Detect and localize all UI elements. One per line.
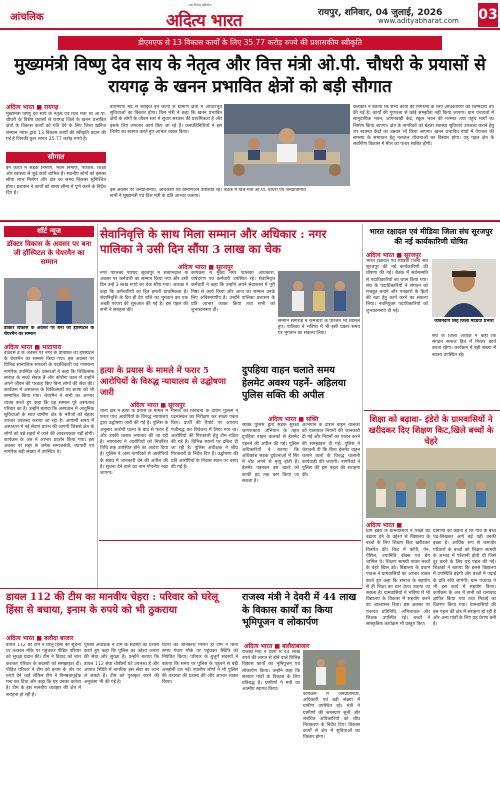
lead-photo-caption: बैठक में वित्त मंत्री ओ.पी. चौधरी एवं जनप्रतिनिधि bbox=[224, 188, 306, 193]
accident-headline: दुपहिया वाहन चलाते समय हेलमेट अवश्य पहनें- अहिलया पुलिस सक्ति की अपील bbox=[242, 365, 346, 401]
dial112-text-col1: डायल 112 की टीम ने घरेलू हिंसा की सूचना पर तत्काल मौके पर पहुंचकर पीड़ित परिवार को सुरक्षा प्रदान की। टीम ने विवाद को शांत कराकर परिवार के सदस्यों को समझाइश दी। पीड़ित परिवार ने टीम को इनाम के तौर पर रुपये देने चाहे लेकिन टीम ने विनम्रतापूर्वक मना कर दिया और कहा कि यह उनका कर्तव्य है। टीम के इस मानवीय व्यवहार की क्षेत्र में सराहना हो रही है। bbox=[6, 643, 81, 698]
felicitation-photo bbox=[278, 271, 360, 317]
surajpur-photo bbox=[432, 259, 496, 317]
short-news-text: डॉक्टर्स डे के अवसर पर नगर के प्रतिष्ठित जी हॉस्पिटल के चेयरमैन का सम्मान किया गया। इस अवसर पर विभिन्न सामाजिक संगठनों के पदाधिकारी एवं गणमान्य नागरिक उपस्थित रहे। वक्ताओं ने कहा कि चिकित्सक समाज के सच्चे सेवक हैं और कोरोना काल में उन्होंने अपने जीवन की परवाह किए बिना लोगों की सेवा की। कार्यक्रम में अस्पताल के चिकित्सकों एवं स्टाफ को भी सम्मानित किया गया। चेयरमैन ने सभी का आभार व्यक्त करते हुए कहा कि यह सम्मान पूरे अस्पताल परिवार का है। उन्होंने बताया कि अस्पताल में आधुनिक सुविधाओं के साथ ग्रामीण क्षेत्र के मरीजों को बेहतर उपचार उपलब्ध कराया जा रहा है। आगामी समय में अस्पताल में नई सेवाएं प्रारंभ की जाएंगी जिससे क्षेत्र के लोगों को बड़े शहरों में जाने की आवश्यकता नहीं होगी। कार्यक्रम के अंत में आभार प्रदर्शन किया गया। इस अवसर पर शहर के अनेक समाजसेवी, व्यापारी एवं नागरिक बड़ी संख्या में उपस्थित थे। bbox=[4, 351, 94, 456]
page-number: 03 bbox=[478, 3, 498, 27]
education-text-col2: ग्रामीणों का कहना है कि गांव के बच्चे पढ़-लिखकर आगे बढ़ें यही उनकी इच्छा है। आर्थिक रूप से कमजोर परिवारों के बच्चों को शिक्षण सामग्री के अभाव में परेशानी होती थी जिसे दूर करने के लिए यह पहल की गई। शिक्षकों ने बताया कि इससे विद्यालय में उपस्थिति बढ़ेगी और बच्चों में पढ़ाई के प्रति रुचि जागेगी। ग्राम पंचायत ने भी इस कार्य में सहयोग किया। कार्यक्रम के अंत में सभी को धन्यवाद ज्ञापित किया गया तथा मिठाई का वितरण किया गया। ग्रामवासियों की इस पहल की क्षेत्र में सराहना हो रही है और अन्य गांवों के लिए यह प्रेरणा बनी है। bbox=[433, 529, 496, 628]
lead-text-col1b: इन कार्यों में सड़क निर्माण, भवन निर्माण, पेयजल, शिक्षा और स्वास्थ्य से जुड़े कार्य शामिल हैं। स्थानीय लोगों को इसका सीधा लाभ मिलेगा और क्षेत्र का समग्र विकास सुनिश्चित होगा। प्रशासन ने कार्यों को समय सीमा में पूर्ण करने के निर्देश दिए हैं। bbox=[6, 166, 106, 196]
lead-byline: अदित्य भारत ■ रायगढ़ bbox=[6, 104, 59, 111]
minister-photo bbox=[303, 650, 360, 690]
accident-byline: अदित्य भारत ■ सक्ति bbox=[268, 416, 319, 423]
column-divider-right bbox=[362, 224, 363, 588]
website-link[interactable]: www.adityabharat.com bbox=[378, 17, 459, 25]
section-divider bbox=[0, 220, 500, 222]
lead-kicker: डीएमएफ से 13 विकास कार्यों के लिए 35.77 करोड़ रुपये की प्रशासकीय स्वीकृति bbox=[58, 36, 442, 50]
column-divider bbox=[97, 224, 98, 588]
minister-text-col2: कार्यक्रम में जनप्रतिनिधि, अधिकारी एवं बड़ी संख्या में ग्रामीण उपस्थित रहे। मंत्री ने ग्रामीणों की समस्याएं सुनीं और संबंधित अधिकारियों को शीघ्र निराकरण के निर्देश दिए। विकास कार्यों से क्षेत्र में सुविधाओं का विस्तार होगा। bbox=[303, 692, 360, 741]
right-divider bbox=[364, 410, 500, 411]
murder-headline: हत्या के प्रयास के मामले में फरार 5 आरोपियों के विरुद्ध न्यायालय से उद्घोषणा जारी bbox=[100, 365, 226, 397]
section-label: आंचलिक bbox=[10, 12, 44, 23]
felicitation-text-col2: कार्यक्रम में मुख्य नगर पालिका अधिकारी, पार्षदगण एवं कर्मचारी उपस्थित रहे। सेवानिवृत्त कर्मचारी ने कहा कि उन्होंने अपने सेवाकाल में पूरी निष्ठा से कार्य किया और आज का सम्मान उनके लिए अविस्मरणीय है। उन्होंने पालिका प्रशासन के प्रति आभार व्यक्त किया तथा सभी को शुभकामनाएं दीं। bbox=[191, 271, 275, 314]
lead-text-col2b: इस अवसर पर जनप्रतिनिधि, अधिकारी एवं ग्रामीणजन उपस्थित रहे। सभी ने मुख्यमंत्री एवं वित्त मंत्री के प्रति आभार जताया। bbox=[110, 188, 222, 200]
short-news-headline: डॉक्टर विकास के अवसर पर बना जी हॉस्पिटल के चेयरमैन का सम्मान bbox=[6, 239, 92, 266]
short-news-title: शॉर्ट न्यूज bbox=[4, 226, 94, 237]
minister-byline: अदित्य भारत ■ बलौदाबाजार bbox=[244, 643, 310, 650]
murder-text-col2: मामले की विवेचना के दौरान पुलिस ने घटनास्थल का निरीक्षण कर साक्ष्य एकत्र किए। प्रार्थी की रिपोर्ट पर अपराध पंजीबद्ध कर विवेचना में लिया गया था। आरोपियों की गिरफ्तारी हेतु टीम गठित की गई है। विभिन्न स्थानों पर दबिश दी जा रही है। पुलिस अधीक्षक ने शीघ्र गिरफ्तारी के निर्देश दिए हैं। उद्घोषणा की प्रति आरोपियों के निवास स्थान पर चस्पा की गई है। bbox=[171, 409, 238, 470]
dateline: रायपुर, शनिवार, 04 जुलाई, 2026 bbox=[318, 8, 443, 18]
surajpur-text-col2: संघ के जिला अध्यक्ष ने कहा कि संगठन समाज हित में निरंतर कार्य करता रहेगा। कार्यक्रम में बड़ी संख्या में सदस्य उपस्थित रहे। bbox=[432, 334, 496, 358]
short-news-photo-caption: डॉक्टर विकास के अवसर पर बना जी हॉस्पिटल के चेयरमैन का सम्मान bbox=[4, 326, 94, 338]
felicitation-text-col3: सम्मान समारोह में कर्मचारी के परिजन भी शामिल हुए। पालिका ने भविष्य में भी इसी प्रकार समय पर भुगतान का संकल्प लिया। bbox=[278, 319, 360, 337]
masthead bbox=[0, 0, 500, 30]
lower-divider bbox=[0, 588, 362, 589]
minister-text-col1: राजस्व मंत्री ने देवरी में 44 लाख रुपये की लागत से होने वाले विभिन्न विकास कार्यों का भूमिपूजन एवं लोकार्पण किया। उन्होंने कहा कि सरकार गांवों के विकास के लिए प्रतिबद्ध है। ग्रामीणों ने मंत्री का आत्मीय स्वागत किया। bbox=[242, 650, 300, 693]
newspaper-logo bbox=[166, 3, 266, 31]
surajpur-byline: अदित्य भारत ■ सूरजपुर bbox=[366, 252, 421, 259]
mid-divider bbox=[99, 540, 361, 541]
lead-text-col2: डीएमएफ मद से स्वीकृत इन कार्यों से ग्रामीण क्षेत्रों में आधारभूत सुविधाओं का विस्तार होगा। वित्त मंत्री ने कहा कि खनन प्रभावित क्षेत्रों के लोगों के जीवन स्तर में सुधार सरकार की प्राथमिकता है और इसके लिए लगातार कार्य किए जा रहे हैं। जनप्रतिनिधियों ने इस निर्णय का स्वागत करते हुए आभार व्यक्त किया। bbox=[110, 105, 222, 135]
lead-box-label: सौगात bbox=[6, 152, 106, 163]
lead-text-col1: मुख्यमंत्री विष्णु देव साय के नेतृत्व एवं वित्त मंत्री श्री ओ.पी. चौधरी के विशेष प्रयासों से रायगढ़ जिले के खनन प्रभावित क्षेत्रों के विकास कार्यों को गति देने के लिए जिला खनिज संस्थान न्यास द्वारा 13 विकास कार्यों की स्वीकृति प्रदान की गई है जिनकी कुल लागत 35.77 करोड़ रुपये है। bbox=[6, 112, 106, 142]
felicitation-headline: सेवानिवृत्ति के साथ मिला सम्मान और अधिकार : नगर पालिका ने उसी दिन सौंपा 3 लाख का चेक bbox=[100, 227, 327, 256]
murder-byline: अदित्य भारत ■ सूरजपुर bbox=[130, 402, 185, 409]
murder-text-col1: थाना क्षेत्र में हत्या के प्रयास के मामले में फरार पांच आरोपियों के विरुद्ध न्यायालय द्वारा उद्घोषणा जारी की गई है। पुलिस के अनुसार आरोपी घटना के बाद से फरार हैं और उनकी तलाश लगातार की जा रही है। न्यायालय ने आरोपियों को निर्धारित तिथि तक उपस्थित होने का आदेश दिया है। पुलिस ने आम नागरिकों से आरोपियों के संबंध में जानकारी देने की अपील की है। सूचना देने वाले का नाम गोपनीय रखा जाएगा। bbox=[100, 409, 168, 477]
surajpur-text-col1: भारत रक्षादल एवं मीडिया जिला संघ सूरजपुर की नई कार्यकारिणी की घोषणा की गई। बैठक में सर्वसम्मति से पदाधिकारियों का चयन किया गया। संघ के पदाधिकारियों ने संगठन को मजबूत बनाने और पत्रकारों के हितों की रक्षा हेतु कार्य करने का संकल्प लिया। नवनियुक्त पदाधिकारियों को शुभकामनाएं दी गईं। bbox=[366, 259, 428, 314]
felicitation-byline: अदित्य भारत ■ सूरजपुर bbox=[178, 264, 233, 271]
felicitation-text-col1: नगर पालिका परिषद सूरजपुर में सेवानिवृत्ति के अवसर पर कर्मचारी का सम्मान किया गया और उसी दिन उन्हें 3 लाख रुपये का चेक सौंपा गया। अध्यक्ष ने कहा कि कर्मचारियों का हित हमारी प्राथमिकता है। सेवानिवृत्ति के दिन ही देय राशि का भुगतान कर एक अच्छी परंपरा की शुरुआत की गई है। इस पहल की सभी ने सराहना की। bbox=[100, 271, 188, 314]
short-news-photo bbox=[4, 278, 94, 324]
accident-text-col2: अभियान के दौरान वाहन चालकों को यातायात नियमों की जानकारी दी गई और नियमों का पालन करने की समझाइश दी गई। पुलिस ने चेतावनी दी कि बिना हेलमेट वाहन चलाने वालों के विरुद्ध चालानी कार्यवाही की जाएगी। नागरिकों ने पुलिस की इस पहल की सराहना की। bbox=[302, 423, 360, 478]
dial112-byline: अदित्य भारत ■ बलौदा बाजार bbox=[6, 635, 74, 642]
lead-headline: मुख्यमंत्री विष्णु देव साय के नेतृत्व और वित्त मंत्री ओ.पी. चौधरी के प्रयासों से रायगढ़ के खनन प्रभावित क्षेत्रों को बड़ी सौगात bbox=[14, 55, 486, 97]
logo-name: अदित्य भारत bbox=[166, 11, 243, 31]
minister-headline: राजस्व मंत्री ने देवरी में 44 लाख के विकास कार्यों का किया भूमिपूजन व लोकार्पण bbox=[242, 592, 357, 628]
lead-text-col3: कलेक्टर ने बताया कि सभी कार्यों की निगरानी के लिए अधिकारियों की जिम्मेदारी तय की गई है। कार्यों की गुणवत्ता से कोई समझौता नहीं किया जाएगा। ग्राम पंचायतों में सामुदायिक भवन, आंगनबाड़ी केंद्र, स्कूल भवन की मरम्मत तथा पहुंच मार्गों का निर्माण किया जाएगा। क्षेत्र के नागरिकों को बेहतर स्वास्थ्य सुविधाएं उपलब्ध कराने हेतु उप स्वास्थ्य केंद्रों का उन्नयन भी किया जाएगा। खनन प्रभावित गांवों में पेयजल की समस्या के समाधान हेतु नलजल योजनाओं का विस्तार होगा। यह पहल क्षेत्र के सर्वांगीण विकास में मील का पत्थर साबित होगी। bbox=[353, 105, 494, 148]
dial112-text-col3: घटना की जानकारी मिलते ही टीम ने बिना समय गंवाए मौके पर पहुंचकर स्थिति को नियंत्रित किया। परिवार के बुजुर्ग सदस्यों ने बताया कि समय पर पुलिस के पहुंचने से बड़ी अनहोनी टल गई। स्थानीय लोगों ने भी पुलिस की तत्परता की प्रशंसा की और आभार व्यक्त किया। bbox=[162, 643, 238, 686]
surajpur-headline: भारत रक्षादल एवं मीडिया जिला संघ सूरजपुर की नई कार्यकारिणी घोषित bbox=[369, 227, 493, 246]
dial112-headline: डायल 112 की टीम का मानवीय चेहरा : परिवार को घरेलू हिंसा से बचाया, इनाम के रुपये को भी ठुकराया bbox=[6, 592, 219, 616]
education-byline: अदित्य भारत ■ bbox=[366, 522, 403, 529]
logo-tagline: ...एक निष्पक्ष दृष्टिकोण bbox=[186, 3, 212, 7]
lead-photo bbox=[224, 104, 350, 186]
dial112-text-col2: पुलिस अधीक्षक ने टीम के सदस्यों की प्रशंसा करते हुए कहा कि पुलिस का उद्देश्य जनता की सेवा और सुरक्षा है। उन्होंने बताया कि डायल 112 सेवा चौबीसों घंटे उपलब्ध है और आपात स्थिति में नागरिक इस सेवा का लाभ ले सकते हैं। टीम को पुरस्कृत करने की अनुशंसा भी की गई है। bbox=[84, 643, 159, 686]
short-news-byline: अदित्य भारत ■ भाटापारा bbox=[4, 344, 62, 351]
education-text-col1: ग्राम इंडेरो के ग्रामवासियों ने शिक्षा को बढ़ावा देने के उद्देश्य से विद्यालय के बच्चों के लिए शिक्षण किट खरीदकर वितरित की। किट में कॉपी, पेन, पेंसिल, ज्यामिति बॉक्स एवं बैग शामिल थे। शिक्षण सामग्री पाकर बच्चों के चेहरे खिल उठे। विद्यालय के प्रधान पाठक ने ग्रामवासियों का आभार व्यक्त करते हुए कहा कि समाज के सहयोग से ही शिक्षा का स्तर ऊंचा उठाया जा सकता है। ग्रामवासियों ने भविष्य में भी विद्यालय के विकास में सहयोग करने का आश्वासन दिया। इस अवसर पर पंचायत प्रतिनिधि, अभिभावक और शिक्षक उपस्थित रहे। बच्चों ने सांस्कृतिक कार्यक्रम भी प्रस्तुत किए। bbox=[366, 529, 430, 628]
surajpur-photo-caption: जीवनदीप सिंह जिला मीडिया प्रभारी bbox=[434, 319, 494, 324]
accident-text-col1: सक्ति पुलिस द्वारा सड़क सुरक्षा जागरूकता अभियान के तहत दुपहिया वाहन चालकों से हेलमेट पहनने की अपील की गई। पुलिस अधिकारियों ने बताया कि अधिकांश सड़क दुर्घटनाओं में सिर में चोट लगने से मृत्यु होती है। हेलमेट पहनकर इस खतरे को काफी हद तक कम किया जा सकता है। bbox=[242, 423, 299, 484]
education-photo bbox=[366, 448, 496, 518]
education-headline: शिक्षा को बढ़ावा- इंडेरो के ग्रामवासियों ने खरीदकर दिए शिक्षण किट,खिले बच्चों के चेहरे bbox=[368, 414, 494, 446]
